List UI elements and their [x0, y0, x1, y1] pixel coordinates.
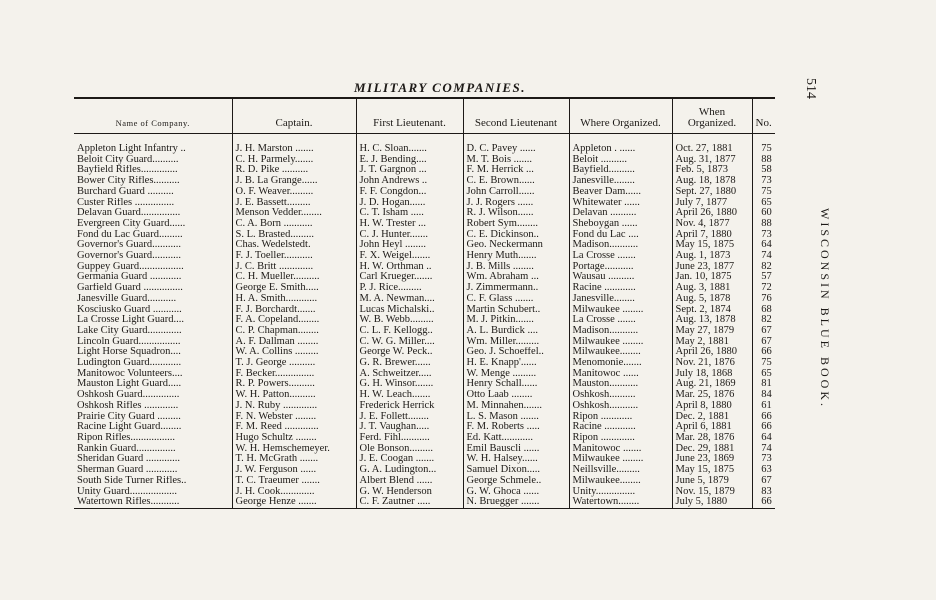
first-lieutenant-cell: A. Schweitzer..... [356, 369, 463, 380]
second-lieutenant-cell: C. F. Glass ....... [463, 294, 569, 305]
first-lieutenant-cell: P. J. Rice......... [356, 283, 463, 294]
table-row [74, 412, 775, 423]
captain-cell: T. H. McGrath ....... [232, 454, 356, 465]
company-number-cell: 64 [752, 240, 775, 251]
captain-cell: W. A. Collins ......... [232, 347, 356, 358]
captain-cell: F. Becker............... [232, 369, 356, 380]
table-row [74, 326, 775, 337]
when-organized-cell: Nov. 15, 1879 [672, 487, 752, 498]
company-number-cell: 64 [752, 433, 775, 444]
first-lieutenant-cell: H. W. Orthman .. [356, 262, 463, 273]
when-organized-cell: April 6, 1881 [672, 422, 752, 433]
where-organized-cell: Milwaukee........ [569, 476, 672, 487]
captain-cell: R. D. Pike .......... [232, 165, 356, 176]
company-number-cell: 88 [752, 155, 775, 166]
table-row [74, 134, 775, 155]
where-organized-cell: Milwaukee........ [569, 347, 672, 358]
second-lieutenant-cell: J. Zimmermann.. [463, 283, 569, 294]
company-name-cell: Delavan Guard............... [77, 208, 181, 219]
company-number-cell: 65 [752, 369, 775, 380]
where-organized-cell: Beloit .......... [569, 155, 672, 166]
company-name-cell: Governor's Guard........... [77, 240, 181, 251]
table-row [74, 337, 775, 348]
company-number-cell: 82 [752, 315, 775, 326]
company-name-cell: Guppey Guard................. [77, 261, 184, 272]
first-lieutenant-cell: C. W. G. Miller.... [356, 337, 463, 348]
when-organized-cell: Dec. 2, 1881 [672, 412, 752, 423]
when-organized-cell: April 26, 1880 [672, 347, 752, 358]
when-organized-cell: May 2, 1881 [672, 337, 752, 348]
when-organized-cell: Aug. 5, 1878 [672, 294, 752, 305]
captain-cell: W. H. Patton.......... [232, 390, 356, 401]
company-number-cell: 83 [752, 487, 775, 498]
first-lieutenant-cell: G. H. Winsor....... [356, 379, 463, 390]
second-lieutenant-cell: Henry Muth....... [463, 251, 569, 262]
second-lieutenant-cell: J. J. Rogers ...... [463, 198, 569, 209]
captain-cell: F. M. Reed ............. [232, 422, 356, 433]
when-organized-cell: July 7, 1877 [672, 198, 752, 209]
second-lieutenant-cell: Wm. Abraham ... [463, 272, 569, 283]
table-row [74, 487, 775, 498]
second-lieutenant-cell: M. J. Pitkin....... [463, 315, 569, 326]
table-row [74, 155, 775, 166]
captain-cell: J. N. Ruby ............. [232, 401, 356, 412]
second-lieutenant-cell: Ed. Katt............ [463, 433, 569, 444]
company-name-cell: Oshkosh Rifles ............. [77, 400, 179, 411]
first-lieutenant-cell: J. T. Gargnon ... [356, 165, 463, 176]
where-organized-cell: Racine ............ [569, 283, 672, 294]
captain-cell: Menson Vedder........ [232, 208, 356, 219]
company-name-cell: Mauston Light Guard..... [77, 379, 182, 390]
first-lieutenant-cell: M. A. Newman.... [356, 294, 463, 305]
company-number-cell: 65 [752, 198, 775, 209]
company-number-cell: 74 [752, 251, 775, 262]
company-number-cell: 67 [752, 476, 775, 487]
when-organized-cell: May 15, 1875 [672, 240, 752, 251]
where-organized-cell: Delavan .......... [569, 208, 672, 219]
second-lieutenant-cell: Geo. J. Schoeffel.. [463, 347, 569, 358]
company-number-cell: 81 [752, 379, 775, 390]
header-row [74, 98, 775, 134]
company-number-cell: 73 [752, 454, 775, 465]
company-number-cell: 66 [752, 412, 775, 423]
company-name-cell: Prairie City Guard ......... [77, 411, 181, 422]
header-where-organized: Where Organized. [569, 98, 672, 134]
company-name-cell: Unity Guard.................. [77, 486, 178, 497]
company-name-cell: Light Horse Squadron.... [77, 347, 181, 358]
second-lieutenant-cell: N. Bruegger ....... [463, 497, 569, 508]
company-number-cell: 76 [752, 294, 775, 305]
where-organized-cell: Whitewater ...... [569, 198, 672, 209]
company-name-cell: Watertown Rifles........... [74, 497, 232, 508]
when-organized-cell: Feb. 5, 1873 [672, 165, 752, 176]
company-number-cell: 57 [752, 272, 775, 283]
captain-cell: T. J. George .......... [232, 358, 356, 369]
where-organized-cell: Oshkosh.......... [569, 390, 672, 401]
table-row [74, 165, 775, 176]
where-organized-cell: Oshkosh........... [569, 401, 672, 412]
table-row [74, 454, 775, 465]
where-organized-cell: Mauston........... [569, 379, 672, 390]
table-row [74, 219, 775, 230]
company-name-cell: Germania Guard ............ [77, 272, 182, 283]
company-name-cell: Custer Rifles ............... [77, 197, 175, 208]
page-number: 514 [803, 78, 818, 99]
company-number-cell: 82 [752, 262, 775, 273]
second-lieutenant-cell: John Carroll...... [463, 187, 569, 198]
company-name-cell: Burchard Guard .......... [77, 186, 174, 197]
second-lieutenant-cell: J. B. Mills ........ [463, 262, 569, 273]
when-organized-cell: July 18, 1868 [672, 369, 752, 380]
table-row [74, 176, 775, 187]
captain-cell: J. H. Cook............. [232, 487, 356, 498]
military-companies-table [74, 97, 775, 509]
second-lieutenant-cell: W. Menge ......... [463, 369, 569, 380]
company-number-cell: 67 [752, 337, 775, 348]
company-name-cell: Racine Light Guard........ [77, 422, 182, 433]
company-name-cell: Manitowoc Volunteers.... [77, 368, 183, 379]
running-side-title: WISCONSIN BLUE BOOK. [818, 208, 832, 409]
second-lieutenant-cell: Robert Sym........ [463, 219, 569, 230]
company-number-cell: 75 [752, 358, 775, 369]
where-organized-cell: Janesville........ [569, 294, 672, 305]
where-organized-cell: La Crosse ....... [569, 251, 672, 262]
where-organized-cell: Madison........... [569, 326, 672, 337]
company-name-cell: Beloit City Guard.......... [77, 154, 179, 165]
where-organized-cell: Neillsville......... [569, 465, 672, 476]
where-organized-cell: Racine ............ [569, 422, 672, 433]
table-row [74, 401, 775, 412]
where-organized-cell: Manitowoc ...... [569, 369, 672, 380]
second-lieutenant-cell: F. M. Roberts ..... [463, 422, 569, 433]
first-lieutenant-cell: H. W. Leach....... [356, 390, 463, 401]
table-row [74, 305, 775, 316]
where-organized-cell: Portage........... [569, 262, 672, 273]
table-row [74, 476, 775, 487]
second-lieutenant-cell: M. Minnahen....... [463, 401, 569, 412]
table-row [74, 198, 775, 209]
when-organized-cell: Sept. 27, 1880 [672, 187, 752, 198]
company-name-cell: Oshkosh Guard.............. [77, 390, 180, 401]
captain-cell: C. A. Born ........... [232, 219, 356, 230]
table-row [74, 369, 775, 380]
company-name-cell: Kosciusko Guard ........... [77, 304, 182, 315]
first-lieutenant-cell: C. T. Isham ..... [356, 208, 463, 219]
first-lieutenant-cell: F. X. Weigel....... [356, 251, 463, 262]
table-row [74, 465, 775, 476]
captain-cell: C. H. Parmely....... [232, 155, 356, 166]
where-organized-cell: Appleton . ...... [569, 134, 672, 155]
where-organized-cell: Wausau .......... [569, 272, 672, 283]
when-organized-cell: Jan. 10, 1875 [672, 272, 752, 283]
captain-cell: W. H. Hemschemeyer. [232, 444, 356, 455]
company-name-cell: Rankin Guard............... [77, 443, 176, 454]
first-lieutenant-cell: John Heyl ........ [356, 240, 463, 251]
company-name-cell: Lincoln Guard................ [77, 336, 181, 347]
captain-cell: F. J. Borchardt....... [232, 305, 356, 316]
header-name-of-company: Name of Company. [74, 98, 232, 134]
when-organized-cell: Aug. 1, 1873 [672, 251, 752, 262]
captain-cell: George Henze ....... [232, 497, 356, 508]
table-row [74, 315, 775, 326]
table-row [74, 433, 775, 444]
captain-cell: J. E. Bassett......... [232, 198, 356, 209]
company-number-cell: 75 [752, 187, 775, 198]
where-organized-cell: Milwaukee ........ [569, 337, 672, 348]
captain-cell: S. L. Brasted......... [232, 230, 356, 241]
captain-cell: A. F. Dallman ........ [232, 337, 356, 348]
where-organized-cell: Milwaukee ........ [569, 454, 672, 465]
company-name-cell: Bower City Rifles.......... [77, 176, 180, 187]
first-lieutenant-cell: Lucas Michalski.. [356, 305, 463, 316]
table-row [74, 230, 775, 241]
first-lieutenant-cell: Albert Blend ...... [356, 476, 463, 487]
captain-cell: C. H. Mueller.......... [232, 272, 356, 283]
first-lieutenant-cell: J. D. Hogan...... [356, 198, 463, 209]
company-number-cell: 61 [752, 401, 775, 412]
first-lieutenant-cell: C. F. Zautner ..... [356, 497, 463, 508]
when-organized-cell: April 26, 1880 [672, 208, 752, 219]
where-organized-cell: Madison........... [569, 240, 672, 251]
when-organized-cell: Aug. 13, 1878 [672, 315, 752, 326]
when-organized-cell: Mar. 28, 1876 [672, 433, 752, 444]
when-organized-cell: April 8, 1880 [672, 401, 752, 412]
company-name-cell: South Side Turner Rifles.. [77, 475, 187, 486]
where-organized-cell: Unity............... [569, 487, 672, 498]
when-organized-cell: Aug. 3, 1881 [672, 283, 752, 294]
second-lieutenant-cell: H. E. Knapp'...... [463, 358, 569, 369]
second-lieutenant-cell: L. S. Mason ....... [463, 412, 569, 423]
where-organized-cell: Ripon ............ [569, 412, 672, 423]
table-row [74, 444, 775, 455]
first-lieutenant-cell: J. E. Coogan ....... [356, 454, 463, 465]
header-first-lieutenant: First Lieutenant. [356, 98, 463, 134]
company-number-cell: 60 [752, 208, 775, 219]
company-name-cell: Fond du Lac Guard......... [77, 229, 183, 240]
captain-cell: J. H. Marston ....... [232, 134, 356, 155]
second-lieutenant-cell: D. C. Pavey ...... [463, 134, 569, 155]
table-row [74, 497, 775, 508]
company-number-cell: 66 [752, 497, 775, 508]
when-organized-cell: Oct. 27, 1881 [672, 134, 752, 155]
captain-cell: George E. Smith..... [232, 283, 356, 294]
table-row [74, 347, 775, 358]
where-organized-cell: Janesville........ [569, 176, 672, 187]
company-number-cell: 58 [752, 165, 775, 176]
when-organized-cell: Nov. 4, 1877 [672, 219, 752, 230]
second-lieutenant-cell: W. H. Halsey...... [463, 454, 569, 465]
captain-cell: T. C. Traeumer ....... [232, 476, 356, 487]
table-row [74, 208, 775, 219]
first-lieutenant-cell: G. R. Brewer...... [356, 358, 463, 369]
company-number-cell: 66 [752, 422, 775, 433]
second-lieutenant-cell: Martin Schubert.. [463, 305, 569, 316]
when-organized-cell: Dec. 29, 1881 [672, 444, 752, 455]
company-name-cell: Bayfield Rifles.............. [77, 165, 178, 176]
second-lieutenant-cell: R. J. Wilson...... [463, 208, 569, 219]
second-lieutenant-cell: Henry Schall...... [463, 379, 569, 390]
company-number-cell: 66 [752, 347, 775, 358]
where-organized-cell: Milwaukee ........ [569, 305, 672, 316]
first-lieutenant-cell: J. E. Follett........ [356, 412, 463, 423]
company-name-cell: La Crosse Light Guard.... [77, 315, 185, 326]
table-row [74, 358, 775, 369]
company-number-cell: 68 [752, 305, 775, 316]
captain-cell: R. P. Powers.......... [232, 379, 356, 390]
captain-cell: C. P. Chapman........ [232, 326, 356, 337]
company-name-cell: Ripon Rifles................. [77, 432, 176, 443]
second-lieutenant-cell: M. T. Bois ....... [463, 155, 569, 166]
second-lieutenant-cell: George Schmele.. [463, 476, 569, 487]
company-name-cell: Garfield Guard ............... [77, 283, 183, 294]
when-organized-cell: July 5, 1880 [672, 497, 752, 508]
second-lieutenant-cell: Emil Bauscli ...... [463, 444, 569, 455]
company-name-cell: Sherman Guard ............ [77, 465, 178, 476]
header-captain: Captain. [232, 98, 356, 134]
captain-cell: O. F. Weaver......... [232, 187, 356, 198]
company-number-cell: 74 [752, 444, 775, 455]
when-organized-cell: April 7, 1880 [672, 230, 752, 241]
company-number-cell: 63 [752, 465, 775, 476]
company-number-cell: 73 [752, 230, 775, 241]
first-lieutenant-cell: H. W. Trester ... [356, 219, 463, 230]
second-lieutenant-cell: Geo. Neckermann [463, 240, 569, 251]
captain-cell: F. J. Toeller........... [232, 251, 356, 262]
table-row [74, 390, 775, 401]
second-lieutenant-cell: G. W. Ghoca ...... [463, 487, 569, 498]
table-row [74, 187, 775, 198]
captain-cell: Hugo Schultz ........ [232, 433, 356, 444]
where-organized-cell: Sheboygan ...... [569, 219, 672, 230]
header-when-organized: When Organized. [672, 98, 752, 134]
company-number-cell: 88 [752, 219, 775, 230]
table-row [74, 240, 775, 251]
where-organized-cell: Ripon ............. [569, 433, 672, 444]
company-name-cell: Janesville Guard........... [77, 293, 177, 304]
first-lieutenant-cell: E. J. Bending.... [356, 155, 463, 166]
where-organized-cell: Menomonie....... [569, 358, 672, 369]
captain-cell: F. A. Copeland........ [232, 315, 356, 326]
first-lieutenant-cell: G. W. Henderson [356, 487, 463, 498]
second-lieutenant-cell: A. L. Burdick .... [463, 326, 569, 337]
company-number-cell: 75 [752, 134, 775, 155]
captain-cell: J. C. Britt ............. [232, 262, 356, 273]
first-lieutenant-cell: Carl Krueger....... [356, 272, 463, 283]
header-second-lieutenant: Second Lieutenant [463, 98, 569, 134]
company-name-cell: Lake City Guard............. [77, 325, 182, 336]
first-lieutenant-cell: W. B. Webb......... [356, 315, 463, 326]
first-lieutenant-cell: C. J. Hunter....... [356, 230, 463, 241]
first-lieutenant-cell: C. L. F. Kellogg.. [356, 326, 463, 337]
where-organized-cell: Fond du Lac .... [569, 230, 672, 241]
when-organized-cell: Aug. 21, 1869 [672, 379, 752, 390]
captain-cell: J. B. La Grange...... [232, 176, 356, 187]
second-lieutenant-cell: Samuel Dixon..... [463, 465, 569, 476]
first-lieutenant-cell: Frederick Herrick [356, 401, 463, 412]
table-row [74, 283, 775, 294]
table-row [74, 251, 775, 262]
header-number: No. [752, 98, 775, 134]
company-name-cell: Sheridan Guard ............. [77, 454, 180, 465]
when-organized-cell: June 5, 1879 [672, 476, 752, 487]
first-lieutenant-cell: G. A. Ludington... [356, 465, 463, 476]
second-lieutenant-cell: Otto Laab ........ [463, 390, 569, 401]
when-organized-cell: May 15, 1875 [672, 465, 752, 476]
first-lieutenant-cell: F. F. Congdon... [356, 187, 463, 198]
when-organized-cell: June 23, 1877 [672, 262, 752, 273]
company-name-cell: Evergreen City Guard...... [77, 218, 186, 229]
company-name-cell: Appleton Light Infantry .. [77, 143, 186, 154]
company-number-cell: 72 [752, 283, 775, 294]
captain-cell: F. N. Webster ........ [232, 412, 356, 423]
when-organized-cell: Nov. 21, 1876 [672, 358, 752, 369]
table-header [74, 98, 775, 134]
first-lieutenant-cell: Ole Bonson......... [356, 444, 463, 455]
when-organized-cell: Mar. 25, 1876 [672, 390, 752, 401]
when-organized-cell: Aug. 31, 1877 [672, 155, 752, 166]
company-name-cell: Governor's Guard........... [77, 251, 181, 262]
second-lieutenant-cell: F. M. Herrick ... [463, 165, 569, 176]
first-lieutenant-cell: H. C. Sloan....... [356, 134, 463, 155]
company-number-cell: 84 [752, 390, 775, 401]
when-organized-cell: Aug. 18, 1878 [672, 176, 752, 187]
company-name-cell: Ludington Guard............ [77, 358, 182, 369]
table-row [74, 422, 775, 433]
first-lieutenant-cell: Ferd. Fihl........... [356, 433, 463, 444]
table-row [74, 272, 775, 283]
when-organized-cell: Sept. 2, 1874 [672, 305, 752, 316]
when-organized-cell: June 23, 1869 [672, 454, 752, 465]
company-number-cell: 67 [752, 326, 775, 337]
second-lieutenant-cell: Wm. Miller......... [463, 337, 569, 348]
table-row [74, 379, 775, 390]
page-title: MILITARY COMPANIES. [353, 80, 527, 95]
first-lieutenant-cell: John Andrews .. [356, 176, 463, 187]
company-number-cell: 73 [752, 176, 775, 187]
captain-cell: J. W. Ferguson ...... [232, 465, 356, 476]
where-organized-cell: Beaver Dam...... [569, 187, 672, 198]
where-organized-cell: Watertown........ [569, 497, 672, 508]
where-organized-cell: Bayfield.......... [569, 165, 672, 176]
where-organized-cell: La Crosse ....... [569, 315, 672, 326]
table-body [74, 134, 775, 509]
when-organized-cell: May 27, 1879 [672, 326, 752, 337]
where-organized-cell: Manitowoc ....... [569, 444, 672, 455]
table-row [74, 294, 775, 305]
second-lieutenant-cell: C. E. Dickinson.. [463, 230, 569, 241]
first-lieutenant-cell: J. T. Vaughan..... [356, 422, 463, 433]
second-lieutenant-cell: C. E. Brown...... [463, 176, 569, 187]
captain-cell: H. A. Smith............ [232, 294, 356, 305]
first-lieutenant-cell: George W. Peck.. [356, 347, 463, 358]
table-row [74, 262, 775, 273]
captain-cell: Chas. Wedelstedt. [232, 240, 356, 251]
